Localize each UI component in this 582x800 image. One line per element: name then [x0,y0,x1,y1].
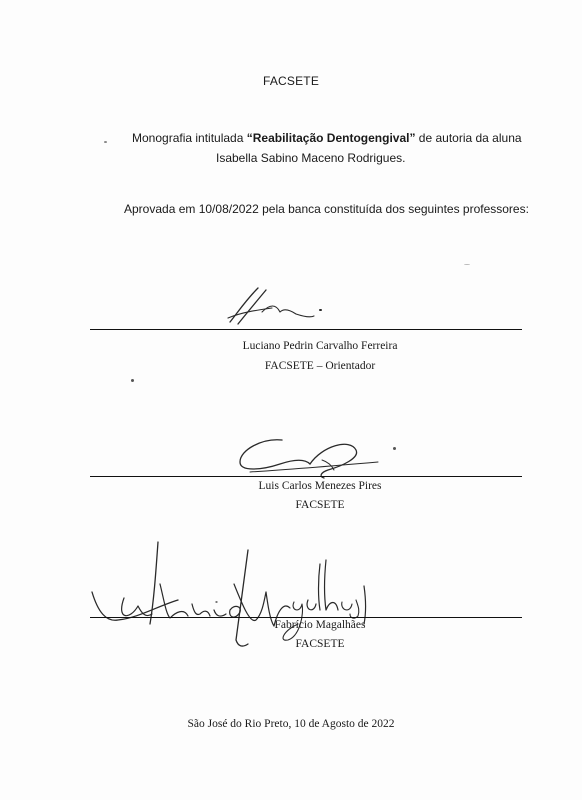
examiner-2-affiliation: FACSETE [295,499,345,511]
signature-1-image [222,282,332,328]
examiner-3-name: Fabrício Magalhães [274,619,366,631]
statement-prefix: Monografia intitulada [132,131,247,145]
monograph-statement [120,128,540,168]
examiner-1-name: Luciano Pedrin Carvalho Ferreira [242,340,398,352]
signature-2-image [232,432,382,482]
student-name: Isabella Sabino Maceno Rodrigues. [216,151,406,165]
place-and-date: São José do Rio Preto, 10 de Agosto de 2022 [187,718,395,730]
monograph-title: “Reabilitação Dentogengival” [246,131,416,145]
approval-statement: Aprovada em 10/08/2022 pela banca constituída dos seguintes professores: [124,202,529,216]
monograph-title-line [132,128,540,148]
statement-suffix: de autoria da aluna [415,131,522,145]
institution-header: FACSETE [262,74,320,88]
scan-speck [104,141,107,143]
signature-line-1 [90,329,522,330]
signature-line-2 [90,476,522,477]
scan-speck [464,264,470,265]
signature-line-3 [90,617,522,618]
examiner-1-affiliation: FACSETE – Orientador [264,360,376,372]
scan-speck [393,447,396,450]
examiner-2-name: Luis Carlos Menezes Pires [258,480,382,492]
examiner-3-affiliation: FACSETE [295,638,345,650]
signature-3-image [88,540,368,652]
scan-speck [131,379,134,382]
